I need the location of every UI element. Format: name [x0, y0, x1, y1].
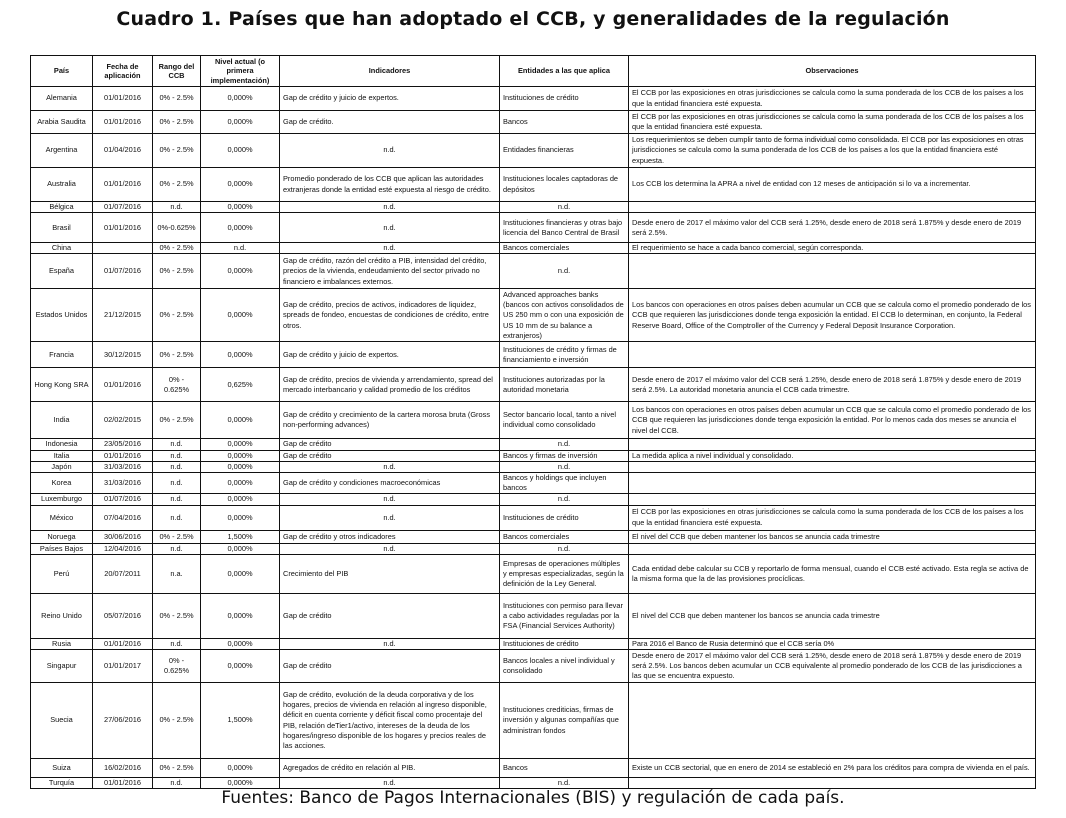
cell-fecha-aplicacion: 02/02/2015 — [93, 402, 153, 439]
cell-nivel-actual: 0,000% — [201, 505, 280, 530]
cell-indicadores: n.d. — [280, 213, 500, 243]
cell-indicadores: n.d. — [280, 543, 500, 554]
cell-observaciones: Para 2016 el Banco de Rusia determinó que el CCB sería 0% — [629, 638, 1036, 649]
cell-entidades: Instituciones de crédito — [500, 638, 629, 649]
cell-pais: Indonesia — [31, 439, 93, 450]
cell-rango-ccb: 0% - 2.5% — [153, 134, 201, 168]
cell-fecha-aplicacion: 01/07/2016 — [93, 202, 153, 213]
cell-pais: Países Bajos — [31, 543, 93, 554]
cell-indicadores: Gap de crédito, evolución de la deuda corporativa y de los hogares, precios de vivienda en relación al ingreso disponible, déficit en cuenta corriente y déficit fiscal como procentaje del PIB, relación deTier1/activo, intereses de la deuda de los hogares/ingreso disponible de los hogares y precios reales de las acciones. — [280, 683, 500, 759]
cell-entidades: Instituciones crediticias, firmas de inversión y algunas compañías que administran fondos — [500, 683, 629, 759]
cell-rango-ccb: 0% - 2.5% — [153, 759, 201, 778]
table-row — [31, 289, 1036, 342]
cell-observaciones: Los requerimientos se deben cumplir tanto de forma individual como consolidada. El CCB por las exposiciones en otras jurisdicciones se calcula como la suma ponderada de los CCB de los países a los que la entidad financiera esté expuesta. — [629, 134, 1036, 168]
cell-fecha-aplicacion: 07/04/2016 — [93, 505, 153, 530]
cell-pais: Noruega — [31, 530, 93, 543]
cell-entidades: n.d. — [500, 778, 629, 789]
cell-pais: Perú — [31, 554, 93, 593]
cell-indicadores: Gap de crédito y juicio de expertos. — [280, 87, 500, 111]
cell-fecha-aplicacion — [93, 243, 153, 254]
cell-entidades: n.d. — [500, 461, 629, 472]
cell-rango-ccb: n.d. — [153, 473, 201, 494]
cell-nivel-actual: 0,000% — [201, 134, 280, 168]
cell-entidades: Instituciones de crédito — [500, 87, 629, 111]
table-row — [31, 638, 1036, 649]
table-row — [31, 111, 1036, 134]
column-header-fecha-aplicacion: Fecha de aplicación — [93, 56, 153, 87]
cell-entidades: n.d. — [500, 494, 629, 505]
cell-fecha-aplicacion: 31/03/2016 — [93, 461, 153, 472]
table-row — [31, 530, 1036, 543]
cell-indicadores: n.d. — [280, 494, 500, 505]
cell-indicadores: Gap de crédito. — [280, 111, 500, 134]
cell-indicadores: n.d. — [280, 505, 500, 530]
table-row — [31, 213, 1036, 243]
cell-pais: Francia — [31, 342, 93, 368]
table-row — [31, 342, 1036, 368]
column-header-rango-ccb: Rango del CCB — [153, 56, 201, 87]
table-row — [31, 87, 1036, 111]
cell-pais: Italia — [31, 450, 93, 461]
cell-fecha-aplicacion: 30/12/2015 — [93, 342, 153, 368]
ccb-regulation-table — [30, 55, 1036, 789]
cell-rango-ccb: 0% - 2.5% — [153, 530, 201, 543]
cell-rango-ccb: n.d. — [153, 494, 201, 505]
cell-nivel-actual: 0,000% — [201, 554, 280, 593]
cell-entidades: Empresas de operaciones múltiples y empresas especializadas, según la definición de la Ley General. — [500, 554, 629, 593]
cell-nivel-actual: 0,625% — [201, 368, 280, 402]
cell-observaciones — [629, 342, 1036, 368]
cell-observaciones: Desde enero de 2017 el máximo valor del CCB será 1.25%, desde enero de 2018 será 1.875% y desde enero de 2019 será 2.5%. La autoridad monetaria anuncia el CCB cada trimestre. — [629, 368, 1036, 402]
table-row — [31, 494, 1036, 505]
table-title: Cuadro 1. Países que han adoptado el CCB, y generalidades de la regulación — [116, 8, 950, 30]
table-row — [31, 554, 1036, 593]
table-row — [31, 243, 1036, 254]
cell-fecha-aplicacion: 01/01/2016 — [93, 168, 153, 202]
cell-observaciones: El nivel del CCB que deben mantener los bancos se anuncia cada trimestre — [629, 530, 1036, 543]
cell-rango-ccb: 0% - 2.5% — [153, 402, 201, 439]
table-row — [31, 254, 1036, 289]
cell-pais: Japón — [31, 461, 93, 472]
cell-nivel-actual: 0,000% — [201, 461, 280, 472]
cell-entidades: n.d. — [500, 254, 629, 289]
cell-indicadores: Gap de crédito y crecimiento de la cartera morosa bruta (Gross non-performing advances) — [280, 402, 500, 439]
cell-nivel-actual: 0,000% — [201, 450, 280, 461]
cell-observaciones: El CCB por las exposiciones en otras jurisdicciones se calcula como la suma ponderada de los CCB de los países a los que la entidad financiera esté expuesta. — [629, 87, 1036, 111]
cell-rango-ccb: 0% - 2.5% — [153, 593, 201, 638]
cell-indicadores: Gap de crédito — [280, 439, 500, 450]
table-row — [31, 473, 1036, 494]
cell-pais: Suecia — [31, 683, 93, 759]
table-row — [31, 450, 1036, 461]
cell-fecha-aplicacion: 01/01/2016 — [93, 450, 153, 461]
cell-indicadores: Gap de crédito, razón del crédito a PIB, intensidad del crédito, precios de la vivienda, endeudamiento del sector privado no financiero e imbalances externos. — [280, 254, 500, 289]
cell-fecha-aplicacion: 20/07/2011 — [93, 554, 153, 593]
cell-observaciones — [629, 254, 1036, 289]
cell-entidades: Advanced approaches banks (bancos con activos consolidados de US 250 mm o con una exposición de US 10 mm de su balance a extranjeros) — [500, 289, 629, 342]
cell-rango-ccb: n.d. — [153, 778, 201, 789]
cell-pais: Luxemburgo — [31, 494, 93, 505]
cell-entidades: n.d. — [500, 439, 629, 450]
cell-entidades: Bancos y holdings que incluyen bancos — [500, 473, 629, 494]
cell-fecha-aplicacion: 01/07/2016 — [93, 494, 153, 505]
cell-entidades: Instituciones de crédito — [500, 505, 629, 530]
cell-rango-ccb: 0% - 0.625% — [153, 650, 201, 683]
cell-pais: España — [31, 254, 93, 289]
cell-nivel-actual: 0,000% — [201, 473, 280, 494]
cell-indicadores: Gap de crédito, precios de vivienda y arrendamiento, spread del mercado interbancario y calidad promedio de los créditos — [280, 368, 500, 402]
cell-observaciones — [629, 543, 1036, 554]
cell-rango-ccb: 0% - 2.5% — [153, 87, 201, 111]
cell-indicadores: n.d. — [280, 202, 500, 213]
cell-rango-ccb: n.d. — [153, 505, 201, 530]
cell-observaciones: La medida aplica a nivel individual y consolidado. — [629, 450, 1036, 461]
cell-entidades: Bancos — [500, 759, 629, 778]
table-row — [31, 439, 1036, 450]
table-row — [31, 461, 1036, 472]
cell-rango-ccb: 0% - 2.5% — [153, 683, 201, 759]
cell-pais: Australia — [31, 168, 93, 202]
cell-rango-ccb: 0% - 0.625% — [153, 368, 201, 402]
cell-rango-ccb: 0% - 2.5% — [153, 243, 201, 254]
cell-fecha-aplicacion: 01/01/2016 — [93, 638, 153, 649]
cell-rango-ccb: 0% - 2.5% — [153, 168, 201, 202]
cell-pais: China — [31, 243, 93, 254]
cell-nivel-actual: 0,000% — [201, 111, 280, 134]
cell-nivel-actual: 1,500% — [201, 683, 280, 759]
cell-indicadores: Gap de crédito, precios de activos, indicadores de liquidez, spreads de fondeo, encuestas de condiciones de crédito, entre otros. — [280, 289, 500, 342]
cell-indicadores: Gap de crédito — [280, 450, 500, 461]
table-row — [31, 202, 1036, 213]
cell-fecha-aplicacion: 01/07/2016 — [93, 254, 153, 289]
table-row — [31, 650, 1036, 683]
cell-entidades: Instituciones con permiso para llevar a cabo actividades reguladas por la FSA (Financial Services Authority) — [500, 593, 629, 638]
cell-indicadores: Crecimiento del PIB — [280, 554, 500, 593]
cell-nivel-actual: 0,000% — [201, 342, 280, 368]
cell-nivel-actual: 0,000% — [201, 213, 280, 243]
cell-indicadores: Gap de crédito y juicio de expertos. — [280, 342, 500, 368]
cell-rango-ccb: 0% - 2.5% — [153, 254, 201, 289]
cell-nivel-actual: 0,000% — [201, 254, 280, 289]
cell-fecha-aplicacion: 23/05/2016 — [93, 439, 153, 450]
cell-entidades: Bancos comerciales — [500, 530, 629, 543]
cell-observaciones — [629, 439, 1036, 450]
cell-entidades: Bancos locales a nivel individual y consolidado — [500, 650, 629, 683]
cell-nivel-actual: 0,000% — [201, 494, 280, 505]
cell-pais: Korea — [31, 473, 93, 494]
cell-nivel-actual: 0,000% — [201, 202, 280, 213]
cell-observaciones: Los CCB los determina la APRA a nivel de entidad con 12 meses de anticipación si lo va a incrementar. — [629, 168, 1036, 202]
cell-observaciones: Los bancos con operaciones en otros países deben acumular un CCB que se calcula como el promedio ponderado de los CCB que requieren las jurisdicciones donde tenga exposición la entidad. El CCB lo determinan, en conjunto, la Federal Reserve Board, Office of the Comptroller of the Currency y Federal Deposit Insurance Corporation. — [629, 289, 1036, 342]
cell-rango-ccb: n.d. — [153, 439, 201, 450]
cell-pais: Argentina — [31, 134, 93, 168]
cell-observaciones — [629, 202, 1036, 213]
table-row — [31, 505, 1036, 530]
cell-observaciones: El CCB por las exposiciones en otras jurisdicciones se calcula como la suma ponderada de los CCB de los países a los que la entidad financiera esté expuesta. — [629, 505, 1036, 530]
cell-entidades: Sector bancario local, tanto a nivel individual como consolidado — [500, 402, 629, 439]
cell-entidades: Instituciones de crédito y firmas de financiamiento e inversión — [500, 342, 629, 368]
cell-entidades: Bancos comerciales — [500, 243, 629, 254]
cell-nivel-actual: 0,000% — [201, 778, 280, 789]
cell-indicadores: n.d. — [280, 638, 500, 649]
column-header-entidades: Entidades a las que aplica — [500, 56, 629, 87]
cell-observaciones: El requerimiento se hace a cada banco comercial, según corresponda. — [629, 243, 1036, 254]
cell-observaciones: El nivel del CCB que deben mantener los bancos se anuncia cada trimestre — [629, 593, 1036, 638]
cell-fecha-aplicacion: 16/02/2016 — [93, 759, 153, 778]
cell-rango-ccb: 0% - 2.5% — [153, 342, 201, 368]
cell-rango-ccb: n.d. — [153, 543, 201, 554]
cell-rango-ccb: n.d. — [153, 461, 201, 472]
cell-fecha-aplicacion: 01/04/2016 — [93, 134, 153, 168]
cell-nivel-actual: n.d. — [201, 243, 280, 254]
cell-nivel-actual: 0,000% — [201, 402, 280, 439]
cell-pais: México — [31, 505, 93, 530]
table-row — [31, 593, 1036, 638]
cell-rango-ccb: n.a. — [153, 554, 201, 593]
cell-fecha-aplicacion: 01/01/2017 — [93, 650, 153, 683]
table-row — [31, 543, 1036, 554]
column-header-observaciones: Observaciones — [629, 56, 1036, 87]
cell-fecha-aplicacion: 01/01/2016 — [93, 213, 153, 243]
cell-observaciones — [629, 683, 1036, 759]
cell-nivel-actual: 0,000% — [201, 759, 280, 778]
cell-fecha-aplicacion: 05/07/2016 — [93, 593, 153, 638]
cell-indicadores: n.d. — [280, 134, 500, 168]
cell-nivel-actual: 0,000% — [201, 439, 280, 450]
column-header-pais: País — [31, 56, 93, 87]
cell-nivel-actual: 0,000% — [201, 593, 280, 638]
cell-pais: Suiza — [31, 759, 93, 778]
cell-pais: Hong Kong SRA — [31, 368, 93, 402]
table-row — [31, 368, 1036, 402]
cell-observaciones: Desde enero de 2017 el máximo valor del CCB será 1.25%, desde enero de 2018 será 1.875% y desde enero de 2019 será 2.5%. Los bancos deben acumular un CCB equivalente al promedio ponderado de los CCB de las jurisdicciones a las que se encuentra expuesto. — [629, 650, 1036, 683]
cell-entidades: Bancos — [500, 111, 629, 134]
cell-rango-ccb: n.d. — [153, 202, 201, 213]
cell-fecha-aplicacion: 31/03/2016 — [93, 473, 153, 494]
cell-fecha-aplicacion: 21/12/2015 — [93, 289, 153, 342]
table-row — [31, 402, 1036, 439]
cell-fecha-aplicacion: 27/06/2016 — [93, 683, 153, 759]
table-row — [31, 759, 1036, 778]
cell-entidades: Bancos y firmas de inversión — [500, 450, 629, 461]
cell-pais: Alemania — [31, 87, 93, 111]
cell-rango-ccb: 0% - 2.5% — [153, 111, 201, 134]
sources-footnote: Fuentes: Banco de Pagos Internacionales (BIS) y regulación de cada país. — [221, 788, 845, 808]
cell-entidades: Instituciones financieras y otras bajo licencia del Banco Central de Brasil — [500, 213, 629, 243]
cell-indicadores: n.d. — [280, 243, 500, 254]
cell-pais: Brasil — [31, 213, 93, 243]
cell-nivel-actual: 0,000% — [201, 289, 280, 342]
cell-rango-ccb: 0% - 2.5% — [153, 289, 201, 342]
cell-indicadores: Gap de crédito y otros indicadores — [280, 530, 500, 543]
cell-pais: Bélgica — [31, 202, 93, 213]
cell-fecha-aplicacion: 01/01/2016 — [93, 87, 153, 111]
table-row — [31, 134, 1036, 168]
cell-indicadores: Gap de crédito — [280, 650, 500, 683]
cell-observaciones: Cada entidad debe calcular su CCB y reportarlo de forma mensual, cuando el CCB esté activado. Esta regla se activa de la misma forma que la de las provisiones procíclicas. — [629, 554, 1036, 593]
header-row — [31, 56, 1036, 87]
column-header-indicadores: Indicadores — [280, 56, 500, 87]
cell-fecha-aplicacion: 30/06/2016 — [93, 530, 153, 543]
cell-indicadores: Promedio ponderado de los CCB que aplican las autoridades extranjeras donde la entidad esté expuesta al riesgo de crédito. — [280, 168, 500, 202]
cell-nivel-actual: 0,000% — [201, 543, 280, 554]
cell-entidades: n.d. — [500, 543, 629, 554]
cell-nivel-actual: 0,000% — [201, 638, 280, 649]
cell-nivel-actual: 0,000% — [201, 168, 280, 202]
cell-indicadores: Agregados de crédito en relación al PIB. — [280, 759, 500, 778]
cell-observaciones — [629, 494, 1036, 505]
cell-rango-ccb: n.d. — [153, 450, 201, 461]
cell-indicadores: n.d. — [280, 461, 500, 472]
cell-nivel-actual: 0,000% — [201, 87, 280, 111]
cell-pais: Estados Unidos — [31, 289, 93, 342]
cell-nivel-actual: 0,000% — [201, 650, 280, 683]
cell-observaciones — [629, 461, 1036, 472]
cell-indicadores: Gap de crédito — [280, 593, 500, 638]
table-row — [31, 168, 1036, 202]
cell-observaciones: Desde enero de 2017 el máximo valor del CCB será 1.25%, desde enero de 2018 será 1.875% y desde enero de 2019 será 2.5%. — [629, 213, 1036, 243]
cell-pais: Turquía — [31, 778, 93, 789]
cell-observaciones: Existe un CCB sectorial, que en enero de 2014 se estableció en 2% para los créditos para compra de vivienda en el país. — [629, 759, 1036, 778]
cell-indicadores: Gap de crédito y condiciones macroeconómicas — [280, 473, 500, 494]
cell-entidades: Instituciones autorizadas por la autoridad monetaria — [500, 368, 629, 402]
cell-observaciones: Los bancos con operaciones en otros países deben acumular un CCB que se calcula como el promedio ponderado de los CCB que requieren las jurisdicciones donde tenga exposición la entidad. Por lo menos cada dos meses se anuncia el nivel del CCB. — [629, 402, 1036, 439]
cell-fecha-aplicacion: 01/01/2016 — [93, 368, 153, 402]
cell-rango-ccb: 0%-0.625% — [153, 213, 201, 243]
cell-nivel-actual: 1,500% — [201, 530, 280, 543]
cell-observaciones — [629, 473, 1036, 494]
cell-fecha-aplicacion: 12/04/2016 — [93, 543, 153, 554]
cell-entidades: Instituciones locales captadoras de depósitos — [500, 168, 629, 202]
cell-rango-ccb: n.d. — [153, 638, 201, 649]
table-row — [31, 683, 1036, 759]
cell-entidades: n.d. — [500, 202, 629, 213]
cell-pais: Singapur — [31, 650, 93, 683]
cell-pais: Rusia — [31, 638, 93, 649]
cell-pais: Arabia Saudita — [31, 111, 93, 134]
cell-observaciones: El CCB por las exposiciones en otras jurisdicciones se calcula como la suma ponderada de los CCB de los países a los que la entidad financiera esté expuesta. — [629, 111, 1036, 134]
cell-fecha-aplicacion: 01/01/2016 — [93, 778, 153, 789]
cell-pais: Reino Unido — [31, 593, 93, 638]
cell-fecha-aplicacion: 01/01/2016 — [93, 111, 153, 134]
column-header-nivel-actual: Nivel actual (o primera implementación) — [201, 56, 280, 87]
cell-pais: India — [31, 402, 93, 439]
cell-entidades: Entidades financieras — [500, 134, 629, 168]
cell-indicadores: n.d. — [280, 778, 500, 789]
